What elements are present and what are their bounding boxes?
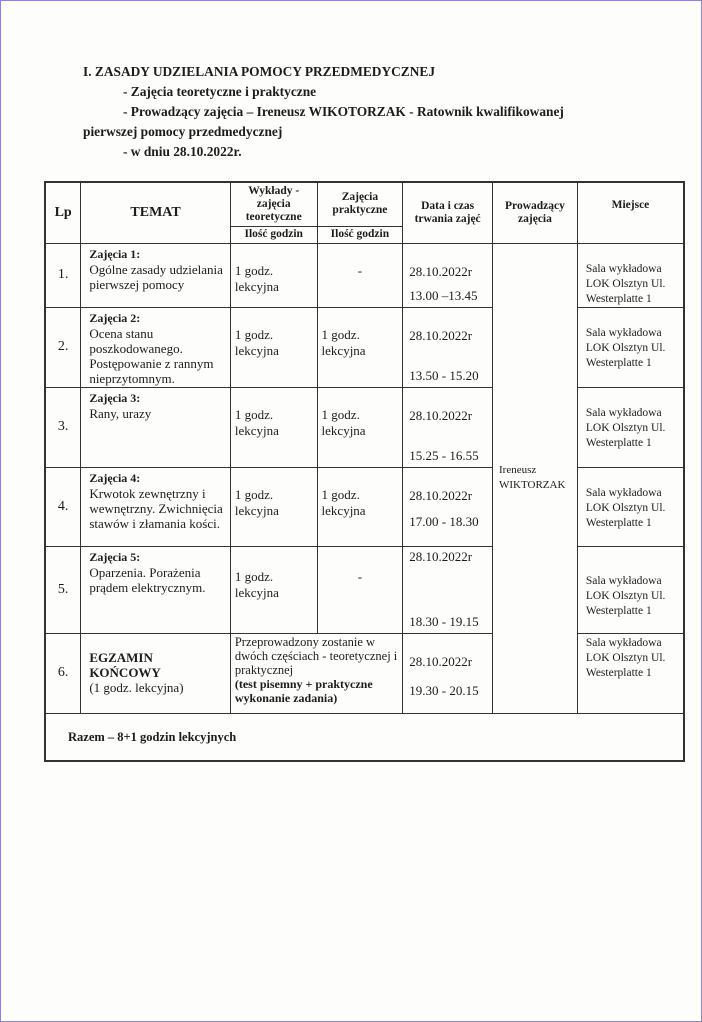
heading-type: - Zajęcia teoretyczne i praktyczne (123, 84, 317, 99)
row-title: Zajęcia 4: (89, 470, 141, 485)
row-topic (81, 546, 231, 633)
exam-sub: (1 godz. lekcyjna) (89, 679, 184, 695)
exam-date (403, 633, 493, 713)
row-practice-hours: - (317, 546, 403, 633)
exam-description (230, 633, 402, 713)
row-title: Zajęcia 1: (89, 246, 141, 261)
row-title: Zajęcia 3: (89, 390, 141, 405)
table-row (45, 307, 684, 387)
summary-row: Razem – 8+1 godzin lekcyjnych (45, 713, 684, 761)
row-desc: Rany, urazy (89, 405, 152, 421)
document-heading (83, 62, 564, 162)
row-date (403, 243, 493, 307)
exam-date-day: 28.10.2022r (409, 653, 473, 669)
row-date-time: 18.30 - 19.15 (409, 613, 479, 629)
row-date (403, 387, 493, 467)
table-row (45, 546, 684, 633)
row-practice-hours: 1 godz. lekcyjna (317, 467, 403, 546)
row-date-day: 28.10.2022r (409, 263, 473, 279)
row-lp: 5. (45, 546, 81, 633)
table-row (45, 467, 684, 546)
row-date-time: 13.00 –13.45 (409, 287, 478, 303)
row-lecture-hours: 1 godz. lekcyjna (230, 387, 317, 467)
row-lecture-hours: 1 godz. lekcyjna (230, 243, 317, 307)
heading-instructor-cont: pierwszej pomocy przedmedycznej (83, 124, 283, 139)
exam-place: Sala wykładowa LOK Olsztyn Ul. Westerplatte 1 (577, 633, 684, 713)
header-ilosc-praktyczne: Ilość godzin (317, 226, 403, 243)
header-wyklady: Wykłady - zajęcia teoretyczne (230, 182, 317, 226)
row-lp: 2. (45, 307, 81, 387)
row-date-day: 28.10.2022r (409, 548, 473, 564)
row-place: Sala wykładowa LOK Olsztyn Ul. Westerplatte 1 (577, 387, 684, 467)
row-date-time: 13.50 - 15.20 (409, 367, 479, 383)
exam-title: EGZAMIN KOŃCOWY (89, 649, 161, 680)
header-miejsce: Miejsce (577, 182, 684, 243)
row-lecture-hours: 1 godz. lekcyjna (230, 307, 317, 387)
row-place: Sala wykładowa LOK Olsztyn Ul. Westerplatte 1 (577, 243, 684, 307)
heading-date: - w dniu 28.10.2022r. (123, 144, 242, 159)
row-desc: Ogólne zasady udzielania pierwszej pomocy (89, 261, 223, 292)
row-place: Sala wykładowa LOK Olsztyn Ul. Westerplatte 1 (577, 546, 684, 633)
row-date-day: 28.10.2022r (409, 487, 473, 503)
header-prowadzacy: Prowadzący zajęcia (493, 182, 578, 243)
row-lecture-hours: 1 godz. lekcyjna (230, 467, 317, 546)
table-row-exam (45, 633, 684, 713)
exam-lp: 6. (45, 633, 81, 713)
row-teacher: Ireneusz WIKTORZAK (493, 243, 578, 713)
table-row (45, 387, 684, 467)
row-topic (81, 243, 231, 307)
row-date (403, 307, 493, 387)
row-date-day: 28.10.2022r (409, 407, 473, 423)
row-lecture-hours: 1 godz. lekcyjna (230, 546, 317, 633)
row-date-day: 28.10.2022r (409, 327, 473, 343)
exam-bold: (test pisemny + praktyczne wykonanie zadania) (234, 676, 373, 705)
row-title: Zajęcia 5: (89, 549, 141, 564)
row-lp: 3. (45, 387, 81, 467)
row-topic (81, 467, 231, 546)
row-date-time: 15.25 - 16.55 (409, 447, 479, 463)
row-desc: Oparzenia. Porażenia prądem elektrycznym. (89, 564, 206, 595)
row-practice-hours: 1 godz. lekcyjna (317, 307, 403, 387)
header-praktyczne: Zajęcia praktyczne (317, 182, 403, 226)
header-lp: Lp (45, 182, 81, 243)
row-desc: Krwotok zewnętrzny i wewnętrzny. Zwichnięcia stawów i złamania kości. (89, 485, 223, 531)
row-date (403, 467, 493, 546)
exam-date-time: 19.30 - 20.15 (409, 682, 479, 698)
row-title: Zajęcia 2: (89, 310, 141, 325)
exam-text: Przeprowadzony zostanie w dwóch częściach - teoretycznej i praktycznej (234, 634, 398, 677)
schedule-table (44, 181, 685, 762)
row-date (403, 546, 493, 633)
row-practice-hours: - (317, 243, 403, 307)
header-data: Data i czas trwania zajęć (403, 182, 493, 243)
header-temat: TEMAT (81, 182, 231, 243)
heading-instructor: - Prowadzący zajęcia – Ireneusz WIKOTORZAK - Ratownik kwalifikowanej (123, 104, 564, 119)
table-row (45, 243, 684, 307)
row-topic (81, 387, 231, 467)
row-lp: 4. (45, 467, 81, 546)
row-topic (81, 307, 231, 387)
row-practice-hours: 1 godz. lekcyjna (317, 387, 403, 467)
row-place: Sala wykładowa LOK Olsztyn Ul. Westerplatte 1 (577, 307, 684, 387)
header-ilosc-wyklady: Ilość godzin (230, 226, 317, 243)
row-lp: 1. (45, 243, 81, 307)
heading-title: I. ZASADY UDZIELANIA POMOCY PRZEDMEDYCZNEJ (83, 64, 436, 79)
exam-topic (81, 633, 231, 713)
row-place: Sala wykładowa LOK Olsztyn Ul. Westerplatte 1 (577, 467, 684, 546)
row-date-time: 17.00 - 18.30 (409, 513, 479, 529)
row-desc: Ocena stanu poszkodowanego. Postępowanie z rannym nieprzytomnym. (89, 325, 214, 386)
